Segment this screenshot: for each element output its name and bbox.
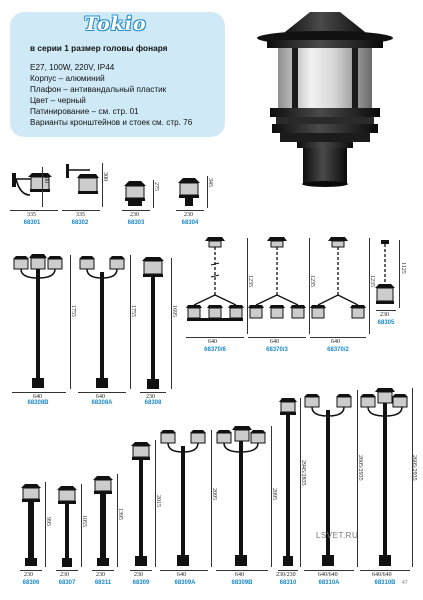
width-dim: 335 [76, 212, 85, 218]
width-dim: 230 [184, 212, 193, 218]
product-code: 68370/3 [266, 347, 288, 353]
fixture-68310A [304, 388, 354, 568]
product-code: 68301 [23, 220, 41, 226]
fixture-68307 [56, 484, 78, 568]
height-dim: 1755 [70, 305, 76, 317]
width-dim: 640 [208, 339, 217, 345]
height-dim: 1055 [81, 515, 87, 527]
height-dim: 1235 [309, 275, 315, 287]
product-code: 68370/2 [327, 347, 349, 353]
product-code: 68308 [144, 400, 162, 406]
product-code: 68309 [132, 580, 150, 586]
width-dim: 230 [24, 572, 33, 578]
width-dim: 640 [235, 572, 244, 578]
product-code: 68370/6 [204, 347, 226, 353]
height-dim: 995 [45, 517, 51, 526]
fixture-68305 [374, 240, 396, 308]
height-dim: 1755 [130, 305, 136, 317]
product-code: 68311 [94, 580, 112, 586]
width-dim: 640 [177, 572, 186, 578]
height-dim: 2945/2835 [300, 460, 306, 486]
fixture-68308 [140, 255, 166, 390]
fixture-68370-3 [248, 235, 306, 335]
fixture-68309A [160, 428, 208, 568]
brand-watermark: LSVET.RU [316, 531, 359, 540]
fixture-68301 [10, 165, 60, 210]
series-title: Tokio [84, 13, 147, 35]
product-code: 68309A [174, 580, 196, 586]
series-subtitle: в серии 1 размер головы фонаря [30, 43, 168, 53]
spec-line: Варианты кронштейнов и стоек см. стр. 76 [30, 118, 193, 127]
product-code: 68310B [374, 580, 396, 586]
height-dim: 2605/2935 [411, 455, 417, 481]
product-code: 68308A [91, 400, 113, 406]
product-code: 68308B [27, 400, 49, 406]
width-dim: 640 [270, 339, 279, 345]
fixture-68311 [92, 474, 114, 568]
product-code: 68306 [22, 580, 40, 586]
width-dim: 640/640 [318, 572, 338, 578]
lamp-head-photo [250, 10, 400, 188]
product-code: 68304 [181, 220, 199, 226]
width-dim: 640 [331, 339, 340, 345]
spec-line: Цвет – черный [30, 96, 86, 105]
product-code: 68305 [377, 320, 395, 326]
fixture-68304 [176, 175, 202, 207]
fixture-68303 [122, 178, 148, 208]
width-dim: 230 [134, 572, 143, 578]
fixture-68306 [20, 482, 42, 568]
width-dim: 335 [27, 212, 36, 218]
width-dim: 230/230 [276, 572, 296, 578]
fixture-68308B [12, 250, 68, 390]
height-dim: 1695 [171, 305, 177, 317]
spec-line: Плафон – антивандальный пластик [30, 85, 167, 94]
product-code: 68309B [231, 580, 253, 586]
fixture-68370-2 [310, 235, 366, 335]
height-dim: 2605/2935 [357, 455, 363, 481]
product-code: 68310A [318, 580, 340, 586]
width-dim: 640 [33, 394, 42, 400]
product-code: 68303 [127, 220, 145, 226]
spec-line: E27, 100W, 220V, IP44 [30, 63, 115, 72]
height-dim: 1235 [247, 275, 253, 287]
width-dim: 640/640 [372, 572, 392, 578]
spec-line: Корпус – алюминий [30, 74, 105, 83]
width-dim: 230 [380, 312, 389, 318]
width-dim: 640 [96, 394, 105, 400]
spec-line: Патинирование – см. стр. 01 [30, 107, 139, 116]
fixture-68310B [360, 386, 410, 568]
width-dim: 230 [96, 572, 105, 578]
product-code: 68302 [71, 220, 89, 226]
fixture-68309 [130, 440, 152, 568]
fixture-68308A [78, 250, 128, 390]
height-dim: 300 [43, 174, 49, 183]
fixture-68310 [278, 396, 298, 568]
height-dim: 1235 [369, 275, 375, 287]
width-dim: 230 [146, 394, 155, 400]
fixture-68309B [216, 424, 268, 568]
width-dim: 230 [130, 212, 139, 218]
height-dim: 1395 [117, 508, 123, 520]
product-code: 68310 [279, 580, 297, 586]
height-dim: 275 [153, 182, 159, 191]
fixture-68370-6 [186, 235, 244, 335]
height-dim: 1125 [400, 262, 406, 274]
height-dim: 2095 [211, 488, 217, 500]
width-dim: 230 [60, 572, 69, 578]
height-dim: 345 [207, 178, 213, 187]
page-number: 47 [402, 580, 408, 586]
product-code: 68307 [58, 580, 76, 586]
height-dim: 300 [102, 172, 108, 181]
height-dim: 2015 [155, 495, 161, 507]
fixture-68302 [62, 160, 102, 208]
height-dim: 2095 [271, 488, 277, 500]
